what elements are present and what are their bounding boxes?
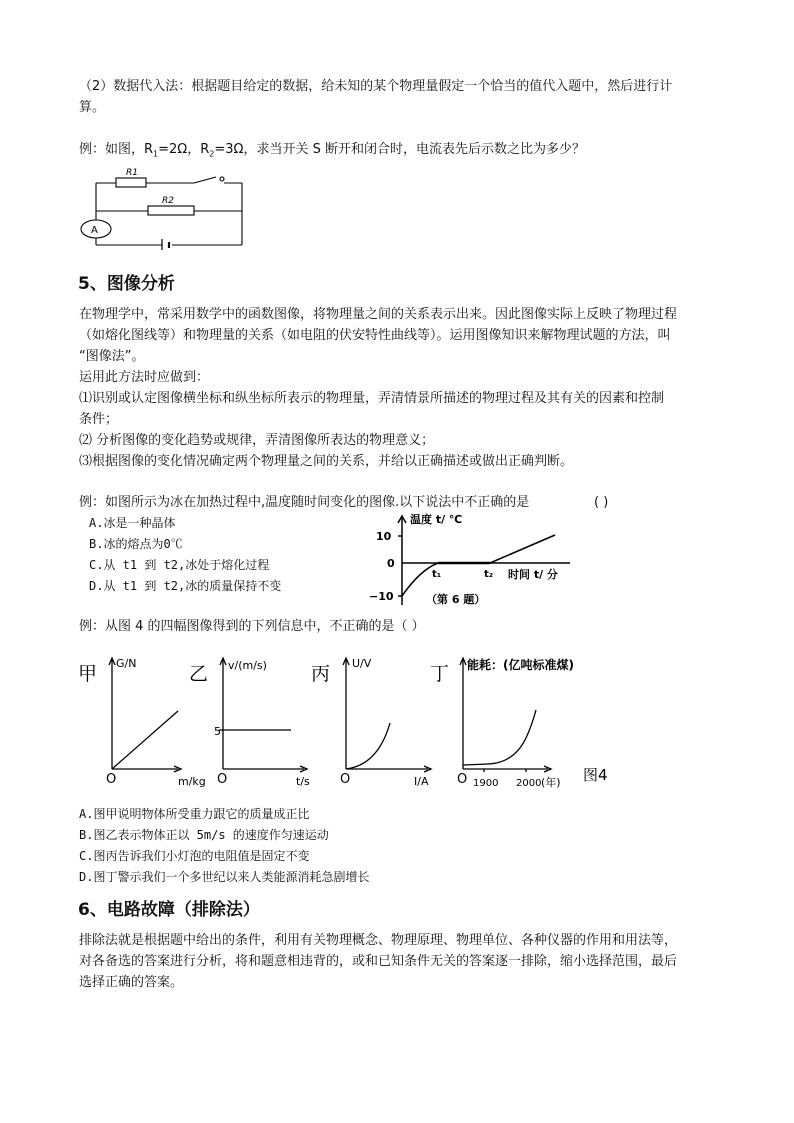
section5-intro-1: 在物理学中，常采用数学中的函数图像，将物理量之间的关系表示出来。因此图像实际上反映了物理过程 — [79, 307, 678, 322]
tick-minus-10: −10 — [369, 590, 394, 603]
section5-intro-3: “图像法”。 — [79, 349, 145, 364]
example2-option-c: C.从 t1 到 t2,冰处于熔化过程 — [89, 558, 270, 572]
graph-yi-x-label: t/s — [296, 775, 310, 788]
section5-point-1-cont: 条件； — [79, 412, 119, 427]
section5-heading: 5、图像分析 — [78, 274, 175, 294]
example3-option-b: B.图乙表示物体正以 5m/s 的速度作匀速运动 — [79, 828, 329, 842]
example3-option-d: D.图丁警示我们一个多世纪以来人类能源消耗急剧增长 — [79, 870, 370, 884]
section5-point-1: ⑴识别或认定图像横坐标和纵坐标所表示的物理量，弄清情景所描述的物理过程及其有关的因素和控制 — [79, 391, 665, 406]
circuit-diagram — [76, 165, 246, 250]
r1-label: R1 — [126, 168, 138, 178]
r2-label: R2 — [162, 196, 174, 206]
graph-jia-origin: O — [106, 772, 117, 787]
graph-ding-tick-1900: 1900 — [473, 778, 499, 789]
graph-bing-curve — [346, 723, 390, 769]
section5-intro-2: （如熔化图线等）和物理量的关系（如电阻的伏安特性曲线等）。运用图像知识来解物理试题的方法，叫 — [79, 328, 671, 343]
graph-bing-name: 丙 — [311, 663, 331, 685]
ice-melting-graph — [360, 510, 582, 610]
graph-x-label: 时间 t/ 分 — [508, 568, 558, 581]
section6-heading: 6、电路故障（排除法） — [78, 900, 260, 920]
graph-bing-origin: O — [340, 772, 351, 787]
example2-option-d: D.从 t1 到 t2,冰的质量保持不变 — [89, 579, 282, 593]
r2-resistor — [148, 206, 194, 215]
figure-4-label: 图4 — [583, 766, 608, 784]
graph-ding-y-label: 能耗：(亿吨标准煤) — [467, 658, 574, 672]
example3-option-a: A.图甲说明物体所受重力跟它的质量成正比 — [79, 807, 310, 821]
tick-0: 0 — [387, 557, 395, 570]
graph-jia-line — [112, 711, 178, 769]
water-segment — [490, 535, 555, 563]
t2-label: t₂ — [484, 569, 494, 580]
section6-line-2: 对各备选的答案进行分析，将和题意相违背的，或和已知条件无关的答案逐一排除，缩小选择范围，最后 — [79, 954, 678, 969]
example1-suffix: =3Ω，求当开关 S 断开和闭合时，电流表先后示数之比为多少？ — [214, 142, 585, 157]
tick-10: 10 — [376, 530, 392, 543]
graph-ding-curve — [463, 710, 536, 765]
r1-resistor — [116, 178, 146, 187]
graph-y-label: 温度 t/ ℃ — [410, 513, 463, 526]
graph-ding-tick-2000: 2000 — [516, 778, 542, 789]
graph-jia-x-label: m/kg — [178, 775, 206, 788]
graph-ding-x-label: (年) — [541, 776, 561, 789]
graph-ding-origin: O — [457, 772, 468, 787]
example3-option-c: C.图丙告诉我们小灯泡的电阻值是固定不变 — [79, 849, 310, 863]
switch-s — [194, 177, 216, 183]
r1-subscript: 1 — [153, 149, 159, 159]
graph-yi-name: 乙 — [189, 663, 209, 685]
example2-option-b: B.冰的熔点为0℃ — [89, 537, 183, 551]
graph-bing-y-label: U/V — [352, 657, 372, 670]
method2-line2: 算。 — [79, 100, 106, 115]
section5-point-3: ⑶根据图像的变化情况确定两个物理量之间的关系，并给以正确描述或做出正确判断。 — [79, 454, 574, 469]
example1-question — [79, 140, 585, 165]
method2-line1: （2）数据代入法：根据题目给定的数据，给未知的某个物理量假定一个恰当的值代入题中，然后进行计 — [79, 79, 673, 94]
graph-jia-name: 甲 — [78, 663, 98, 685]
graph-caption: （第 6 题） — [426, 593, 486, 606]
example2-question: 例：如图所示为冰在加热过程中,温度随时间变化的图像.以下说法中不正确的是 — [79, 495, 530, 510]
graph-yi-level: 5 — [214, 725, 221, 738]
section5-point-2: ⑵ 分析图像的变化趋势或规律，弄清图像所表达的物理意义； — [79, 433, 435, 448]
example1-prefix: 例：如图，R — [79, 142, 154, 157]
graph-yi-y-label: v/(m/s) — [228, 659, 267, 672]
example2-option-a: A.冰是一种晶体 — [89, 516, 176, 530]
example3-question: 例：从图 4 的四幅图像得到的下列信息中，不正确的是（ ） — [79, 619, 425, 634]
section6-line-3: 选择正确的答案。 — [79, 975, 184, 990]
graph-yi-origin: O — [217, 772, 228, 787]
r2-subscript: 2 — [209, 149, 215, 159]
graph-ding-name: 丁 — [430, 663, 450, 685]
graph-jia-y-label: G/N — [116, 657, 137, 670]
section5-should-do: 运用此方法时应做到： — [79, 370, 210, 385]
graph-bing-x-label: I/A — [414, 775, 429, 788]
example2-answer-blank: ( ) — [594, 495, 609, 510]
section6-line-1: 排除法就是根据题中给出的条件，利用有关物理概念、物理原理、物理单位、各种仪器的作用和用法等， — [79, 933, 678, 948]
example1-mid: =2Ω，R — [158, 142, 210, 157]
ammeter-label: A — [91, 225, 98, 236]
four-graphs-figure — [78, 645, 618, 795]
t1-label: t₁ — [432, 569, 442, 580]
